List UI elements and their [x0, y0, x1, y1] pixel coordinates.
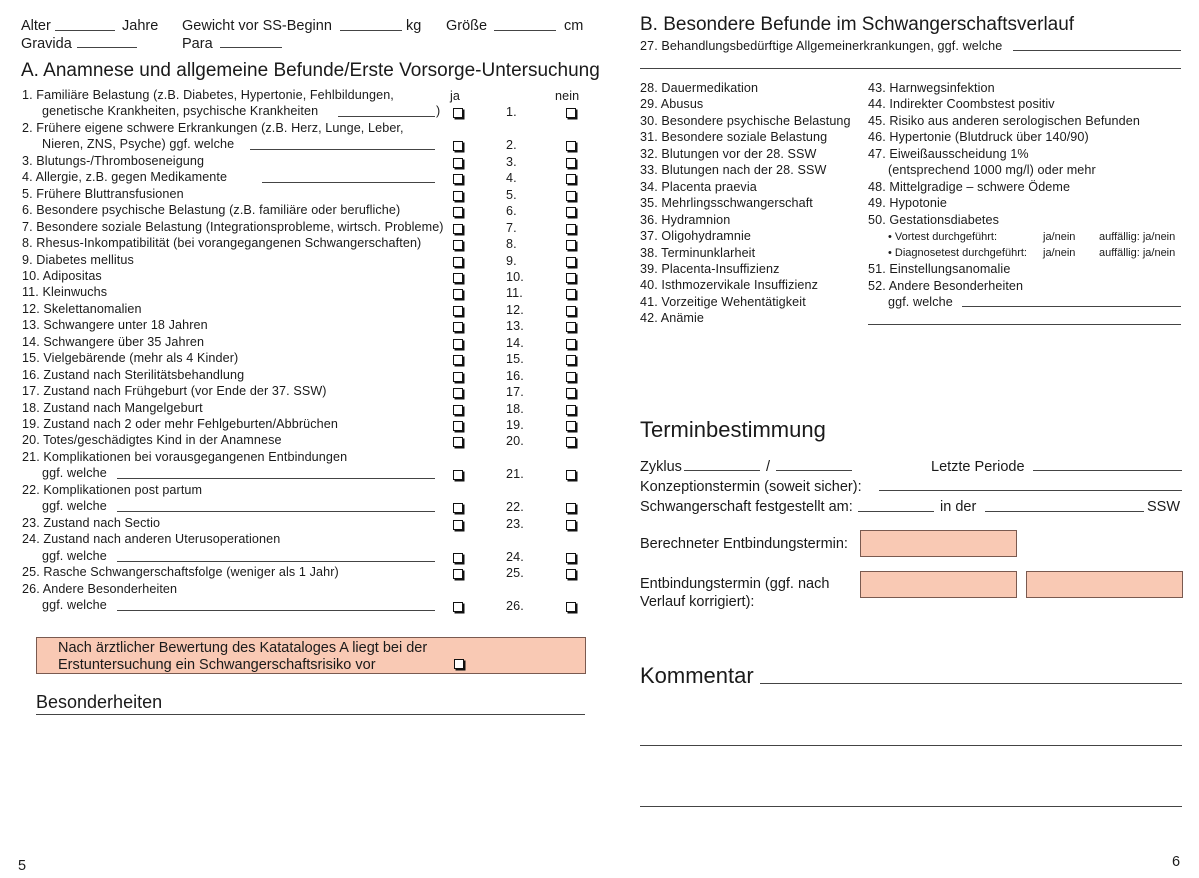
item-a-11-text-1: 11. Kleinwuchs: [22, 285, 108, 300]
konzeption-label: Konzeptionstermin (soweit sicher):: [640, 479, 862, 495]
item-a-14-number: 14.: [506, 335, 524, 350]
item-a-19-nein-checkbox[interactable]: [566, 421, 576, 431]
item-a-10-number: 10.: [506, 269, 524, 284]
item-a-17-text-1: 17. Zustand nach Frühgeburt (vor Ende der 37. SSW): [22, 384, 327, 399]
item-a-25-ja-checkbox[interactable]: [453, 569, 463, 579]
zyklus-slash: /: [766, 459, 771, 475]
diagnosetest-auffaellig[interactable]: auffällig: ja/nein: [1099, 247, 1176, 259]
zyklus-field-1[interactable]: [684, 470, 760, 471]
item-a-19-ja-checkbox[interactable]: [453, 421, 463, 431]
item-a-18-nein-checkbox[interactable]: [566, 405, 576, 415]
risk-checkbox[interactable]: [454, 659, 464, 669]
item-a-16-nein-checkbox[interactable]: [566, 372, 576, 382]
gewicht-field[interactable]: [340, 30, 402, 31]
item-b-col2-7: 48. Mittelgradige – schwere Ödeme: [868, 179, 1071, 194]
item-a-24-text-2: ggf. welche: [42, 548, 107, 563]
item-a-3-text-1: 3. Blutungs-/Thromboseneigung: [22, 153, 205, 168]
item-a-15-nein-checkbox[interactable]: [566, 355, 576, 365]
item-a-10-nein-checkbox[interactable]: [566, 273, 576, 283]
item-a-10-text-1: 10. Adipositas: [22, 268, 102, 283]
item-52: 52. Andere Besonderheiten: [868, 279, 1024, 293]
korrigiert-label-2: Verlauf korrigiert):: [640, 594, 755, 610]
item-a-11-ja-checkbox[interactable]: [453, 289, 463, 299]
item-a-24-field[interactable]: [117, 561, 435, 562]
item-a-5-ja-checkbox[interactable]: [453, 191, 463, 201]
vortest-label: • Vortest durchgeführt:: [888, 231, 998, 243]
item-a-16-ja-checkbox[interactable]: [453, 372, 463, 382]
section-b-title: B. Besondere Befunde im Schwangerschaftsverlauf: [640, 14, 1075, 35]
item-a-26-text-1: 26. Andere Besonderheiten: [22, 581, 178, 596]
item-a-6-number: 6.: [506, 204, 517, 219]
item-a-4-nein-checkbox[interactable]: [566, 174, 576, 184]
item-a-2-text-2: Nieren, ZNS, Psyche) ggf. welche: [42, 137, 235, 152]
cm-label: cm: [564, 18, 584, 34]
item-a-13-nein-checkbox[interactable]: [566, 322, 576, 332]
berechnet-label: Berechneter Entbindungstermin:: [640, 536, 848, 552]
item-a-2-ja-checkbox[interactable]: [453, 141, 463, 151]
item-a-26-field[interactable]: [117, 610, 435, 611]
item-a-22-field[interactable]: [117, 511, 435, 512]
item-a-11-nein-checkbox[interactable]: [566, 289, 576, 299]
letzte-periode-field[interactable]: [1033, 470, 1182, 471]
item-b-col2-3: 45. Risiko aus anderen serologischen Befunden: [868, 113, 1140, 128]
diagnosetest-janein[interactable]: ja/nein: [1043, 247, 1076, 259]
item-a-10-ja-checkbox[interactable]: [453, 273, 463, 283]
kommentar-line-2[interactable]: [640, 745, 1182, 746]
section-a-title: A. Anamnese und allgemeine Befunde/Erste Vorsorge-Untersuchung: [21, 60, 600, 81]
item-a-18-number: 18.: [506, 401, 524, 416]
item-a-9-number: 9.: [506, 253, 517, 268]
item-b-39: 39. Placenta-Insuffizienz: [640, 261, 780, 276]
konzeption-field[interactable]: [879, 490, 1182, 491]
korrigiert-field-2[interactable]: [1026, 571, 1183, 598]
page-number-left: 5: [18, 858, 27, 874]
item-a-24-ja-checkbox[interactable]: [453, 553, 463, 563]
item-a-1-tail: ): [436, 104, 441, 119]
item-a-26-ja-checkbox[interactable]: [453, 602, 463, 612]
item-a-15-ja-checkbox[interactable]: [453, 355, 463, 365]
para-field[interactable]: [220, 47, 282, 48]
item-a-22-number: 22.: [506, 500, 524, 515]
item-a-18-ja-checkbox[interactable]: [453, 405, 463, 415]
letzte-periode-label: Letzte Periode: [931, 459, 1025, 475]
item-a-6-ja-checkbox[interactable]: [453, 207, 463, 217]
item-a-15-text-1: 15. Vielgebärende (mehr als 4 Kinder): [22, 351, 239, 366]
item-a-7-number: 7.: [506, 220, 517, 235]
item-a-1-nein-checkbox[interactable]: [566, 108, 576, 118]
item-a-8-nein-checkbox[interactable]: [566, 240, 576, 250]
item-a-6-text-1: 6. Besondere psychische Belastung (z.B. familiäre oder berufliche): [22, 203, 401, 218]
risk-box: [36, 637, 586, 674]
item-a-17-nein-checkbox[interactable]: [566, 388, 576, 398]
item-a-9-nein-checkbox[interactable]: [566, 257, 576, 267]
zyklus-field-2[interactable]: [776, 470, 852, 471]
alter-field[interactable]: [55, 30, 115, 31]
item-a-19-number: 19.: [506, 418, 524, 432]
item-a-23-ja-checkbox[interactable]: [453, 520, 463, 530]
item-a-16-number: 16.: [506, 368, 524, 383]
item-51: 51. Einstellungsanomalie: [868, 262, 1011, 276]
item-a-4-field[interactable]: [262, 182, 435, 183]
item-52-field[interactable]: [962, 306, 1181, 307]
item-a-14-nein-checkbox[interactable]: [566, 339, 576, 349]
item-b-28: 28. Dauermedikation: [640, 81, 759, 95]
item-a-23-text-1: 23. Zustand nach Sectio: [22, 515, 161, 530]
item-b-35: 35. Mehrlingsschwangerschaft: [640, 196, 813, 211]
item-a-6-nein-checkbox[interactable]: [566, 207, 576, 217]
item-b-37: 37. Oligohydramnie: [640, 229, 752, 244]
item-a-20-ja-checkbox[interactable]: [453, 437, 463, 447]
item-a-25-text-1: 25. Rasche Schwangerschaftsfolge (weniger als 1 Jahr): [22, 565, 339, 580]
item-a-21-ja-checkbox[interactable]: [453, 470, 463, 480]
kg-label: kg: [406, 18, 422, 34]
item-a-19-text-1: 19. Zustand nach 2 oder mehr Fehlgeburten/Abbrüchen: [22, 417, 338, 431]
kommentar-line-3[interactable]: [640, 806, 1182, 807]
item-a-11-number: 11.: [506, 286, 523, 301]
item-a-5-nein-checkbox[interactable]: [566, 191, 576, 201]
item-a-24-nein-checkbox[interactable]: [566, 553, 576, 563]
item-52-field-2[interactable]: [868, 324, 1181, 325]
item-a-20-number: 20.: [506, 434, 524, 449]
page-number-right: 6: [1172, 854, 1181, 870]
item-a-13-text-1: 13. Schwangere unter 18 Jahren: [22, 318, 208, 333]
item-a-14-ja-checkbox[interactable]: [453, 339, 463, 349]
item-a-4-number: 4.: [506, 171, 517, 186]
item-a-22-text-2: ggf. welche: [42, 499, 107, 514]
item-b-col2-2: 44. Indirekter Coombstest positiv: [868, 97, 1055, 112]
gravida-label: Gravida: [21, 36, 72, 52]
item-a-21-field[interactable]: [117, 478, 435, 479]
item-a-16-text-1: 16. Zustand nach Sterilitätsbehandlung: [22, 367, 245, 382]
item-a-14-text-1: 14. Schwangere über 35 Jahren: [22, 334, 205, 349]
vortest-janein[interactable]: ja/nein: [1043, 231, 1076, 243]
item-a-22-text-1: 22. Komplikationen post partum: [22, 482, 203, 497]
item-b-29: 29. Abusus: [640, 97, 704, 112]
item-a-21-text-1: 21. Komplikationen bei vorausgegangenen Entbindungen: [22, 449, 348, 464]
item-a-1-text-1: 1. Familiäre Belastung (z.B. Diabetes, Hypertonie, Fehlbildungen,: [22, 88, 394, 102]
diagnosetest-label: • Diagnosetest durchgeführt:: [888, 247, 1027, 259]
item-a-3-ja-checkbox[interactable]: [453, 158, 463, 168]
gravida-field[interactable]: [77, 47, 137, 48]
item-a-23-number: 23.: [506, 516, 524, 531]
item-a-5-number: 5.: [506, 187, 517, 202]
ja-header: ja: [450, 89, 461, 103]
item-a-3-number: 3.: [506, 154, 517, 169]
item-b-col2-6: (entsprechend 1000 mg/l) oder mehr: [888, 163, 1096, 178]
item-b-40: 40. Isthmozervikale Insuffizienz: [640, 278, 818, 293]
item-a-13-ja-checkbox[interactable]: [453, 322, 463, 332]
item-a-17-number: 17.: [506, 385, 524, 400]
item-b-col2-1: 43. Harnwegsinfektion: [868, 81, 995, 95]
item-a-21-nein-checkbox[interactable]: [566, 470, 576, 480]
risk-box-line-2: Erstuntersuchung ein Schwangerschaftsrisiko vor: [58, 657, 376, 673]
item-b-41: 41. Vorzeitige Wehentätigkeit: [640, 294, 806, 309]
item-b-38: 38. Terminunklarheit: [640, 245, 756, 260]
item-a-26-number: 26.: [506, 598, 524, 613]
item-a-1-ja-checkbox[interactable]: [453, 108, 463, 118]
item-a-2-text-1: 2. Frühere eigene schwere Erkrankungen (z.B. Herz, Lunge, Leber,: [22, 120, 404, 135]
ssw-field[interactable]: [985, 511, 1144, 512]
item-a-12-nein-checkbox[interactable]: [566, 306, 576, 316]
termin-title: Terminbestimmung: [640, 417, 826, 442]
item-a-8-number: 8.: [506, 237, 517, 252]
item-a-23-nein-checkbox[interactable]: [566, 520, 576, 530]
item-a-8-ja-checkbox[interactable]: [453, 240, 463, 250]
item-b-32: 32. Blutungen vor der 28. SSW: [640, 146, 817, 161]
para-label: Para: [182, 36, 213, 52]
item-b-col2-4: 46. Hypertonie (Blutdruck über 140/90): [868, 130, 1089, 145]
item-a-22-ja-checkbox[interactable]: [453, 503, 463, 513]
item-a-26-text-2: ggf. welche: [42, 597, 107, 612]
groesse-label: Größe: [446, 18, 488, 34]
item-a-2-nein-checkbox[interactable]: [566, 141, 576, 151]
gewicht-label: Gewicht vor SS-Beginn: [182, 18, 332, 34]
item-a-1-text-2: genetische Krankheiten, psychische Krankheiten: [42, 104, 319, 119]
item-a-5-text-1: 5. Frühere Bluttransfusionen: [22, 186, 184, 201]
item-a-25-number: 25.: [506, 566, 524, 581]
item-a-7-ja-checkbox[interactable]: [453, 224, 463, 234]
ssw-label: SSW: [1147, 499, 1181, 515]
item-a-17-ja-checkbox[interactable]: [453, 388, 463, 398]
risk-box-line-1: Nach ärztlicher Bewertung des Katataloges A liegt bei der: [58, 640, 428, 656]
festgestellt-label: Schwangerschaft festgestellt am:: [640, 499, 853, 515]
item-a-8-text-1: 8. Rhesus-Inkompatibilität (bei vorangegangenen Schwangerschaften): [22, 236, 422, 251]
besonderheiten-heading: Besonderheiten: [36, 692, 163, 712]
item-a-12-text-1: 12. Skelettanomalien: [22, 301, 142, 316]
item-a-15-number: 15.: [506, 352, 524, 367]
zyklus-label: Zyklus: [640, 459, 682, 475]
item-b-33: 33. Blutungen nach der 28. SSW: [640, 163, 827, 178]
item-a-26-nein-checkbox[interactable]: [566, 602, 576, 612]
item-a-4-text-1: 4. Allergie, z.B. gegen Medikamente: [22, 170, 228, 185]
item-a-25-nein-checkbox[interactable]: [566, 569, 576, 579]
festgestellt-field[interactable]: [858, 511, 934, 512]
item-b-36: 36. Hydramnion: [640, 212, 731, 227]
item-a-1-field[interactable]: [338, 116, 435, 117]
item-a-2-number: 2.: [506, 138, 517, 153]
item-27-field[interactable]: [1013, 50, 1181, 51]
item-b-34: 34. Placenta praevia: [640, 179, 757, 194]
item-a-21-number: 21.: [506, 467, 524, 482]
item-27: 27. Behandlungsbedürftige Allgemeinerkrankungen, ggf. welche: [640, 39, 1003, 53]
jahre-label: Jahre: [122, 18, 159, 34]
item-a-12-number: 12.: [506, 302, 524, 317]
korrigiert-label-1: Entbindungstermin (ggf. nach: [640, 576, 830, 592]
item-a-7-text-1: 7. Besondere soziale Belastung (Integrationsprobleme, wirtsch. Probleme): [22, 219, 444, 234]
alter-label: Alter: [21, 18, 51, 34]
berechnet-field[interactable]: [860, 530, 1017, 557]
item-a-20-nein-checkbox[interactable]: [566, 437, 576, 447]
item-b-30: 30. Besondere psychische Belastung: [640, 113, 851, 128]
item-b-col2-8: 49. Hypotonie: [868, 196, 948, 211]
item-a-2-field[interactable]: [250, 149, 435, 150]
item-a-21-text-2: ggf. welche: [42, 466, 107, 481]
item-a-20-text-1: 20. Totes/geschädigtes Kind in der Anamnese: [22, 433, 282, 448]
item-b-col2-9: 50. Gestationsdiabetes: [868, 212, 1000, 227]
item-a-18-text-1: 18. Zustand nach Mangelgeburt: [22, 400, 203, 415]
korrigiert-field-1[interactable]: [860, 571, 1017, 598]
nein-header: nein: [555, 89, 580, 103]
item-a-9-ja-checkbox[interactable]: [453, 257, 463, 267]
item-a-22-nein-checkbox[interactable]: [566, 503, 576, 513]
item-a-13-number: 13.: [506, 319, 524, 334]
in-der-label: in der: [940, 499, 977, 515]
item-a-9-text-1: 9. Diabetes mellitus: [22, 252, 134, 267]
vortest-auffaellig[interactable]: auffällig: ja/nein: [1099, 231, 1176, 243]
kommentar-line-1[interactable]: [760, 683, 1182, 684]
item-b-col2-5: 47. Eiweißausscheidung 1%: [868, 146, 1029, 161]
kommentar-heading: Kommentar: [640, 663, 754, 688]
item-a-1-number: 1.: [506, 105, 517, 120]
besonderheiten-line[interactable]: [36, 714, 585, 715]
item-a-7-nein-checkbox[interactable]: [566, 224, 576, 234]
item-b-31: 31. Besondere soziale Belastung: [640, 130, 828, 145]
item-a-4-ja-checkbox[interactable]: [453, 174, 463, 184]
item-a-3-nein-checkbox[interactable]: [566, 158, 576, 168]
item-b-42: 42. Anämie: [640, 311, 705, 326]
groesse-field[interactable]: [494, 30, 556, 31]
item-27-field-2[interactable]: [640, 68, 1181, 69]
item-a-24-number: 24.: [506, 549, 524, 564]
item-52-welche: ggf. welche: [888, 295, 953, 309]
item-a-12-ja-checkbox[interactable]: [453, 306, 463, 316]
item-a-24-text-1: 24. Zustand nach anderen Uterusoperationen: [22, 532, 281, 547]
